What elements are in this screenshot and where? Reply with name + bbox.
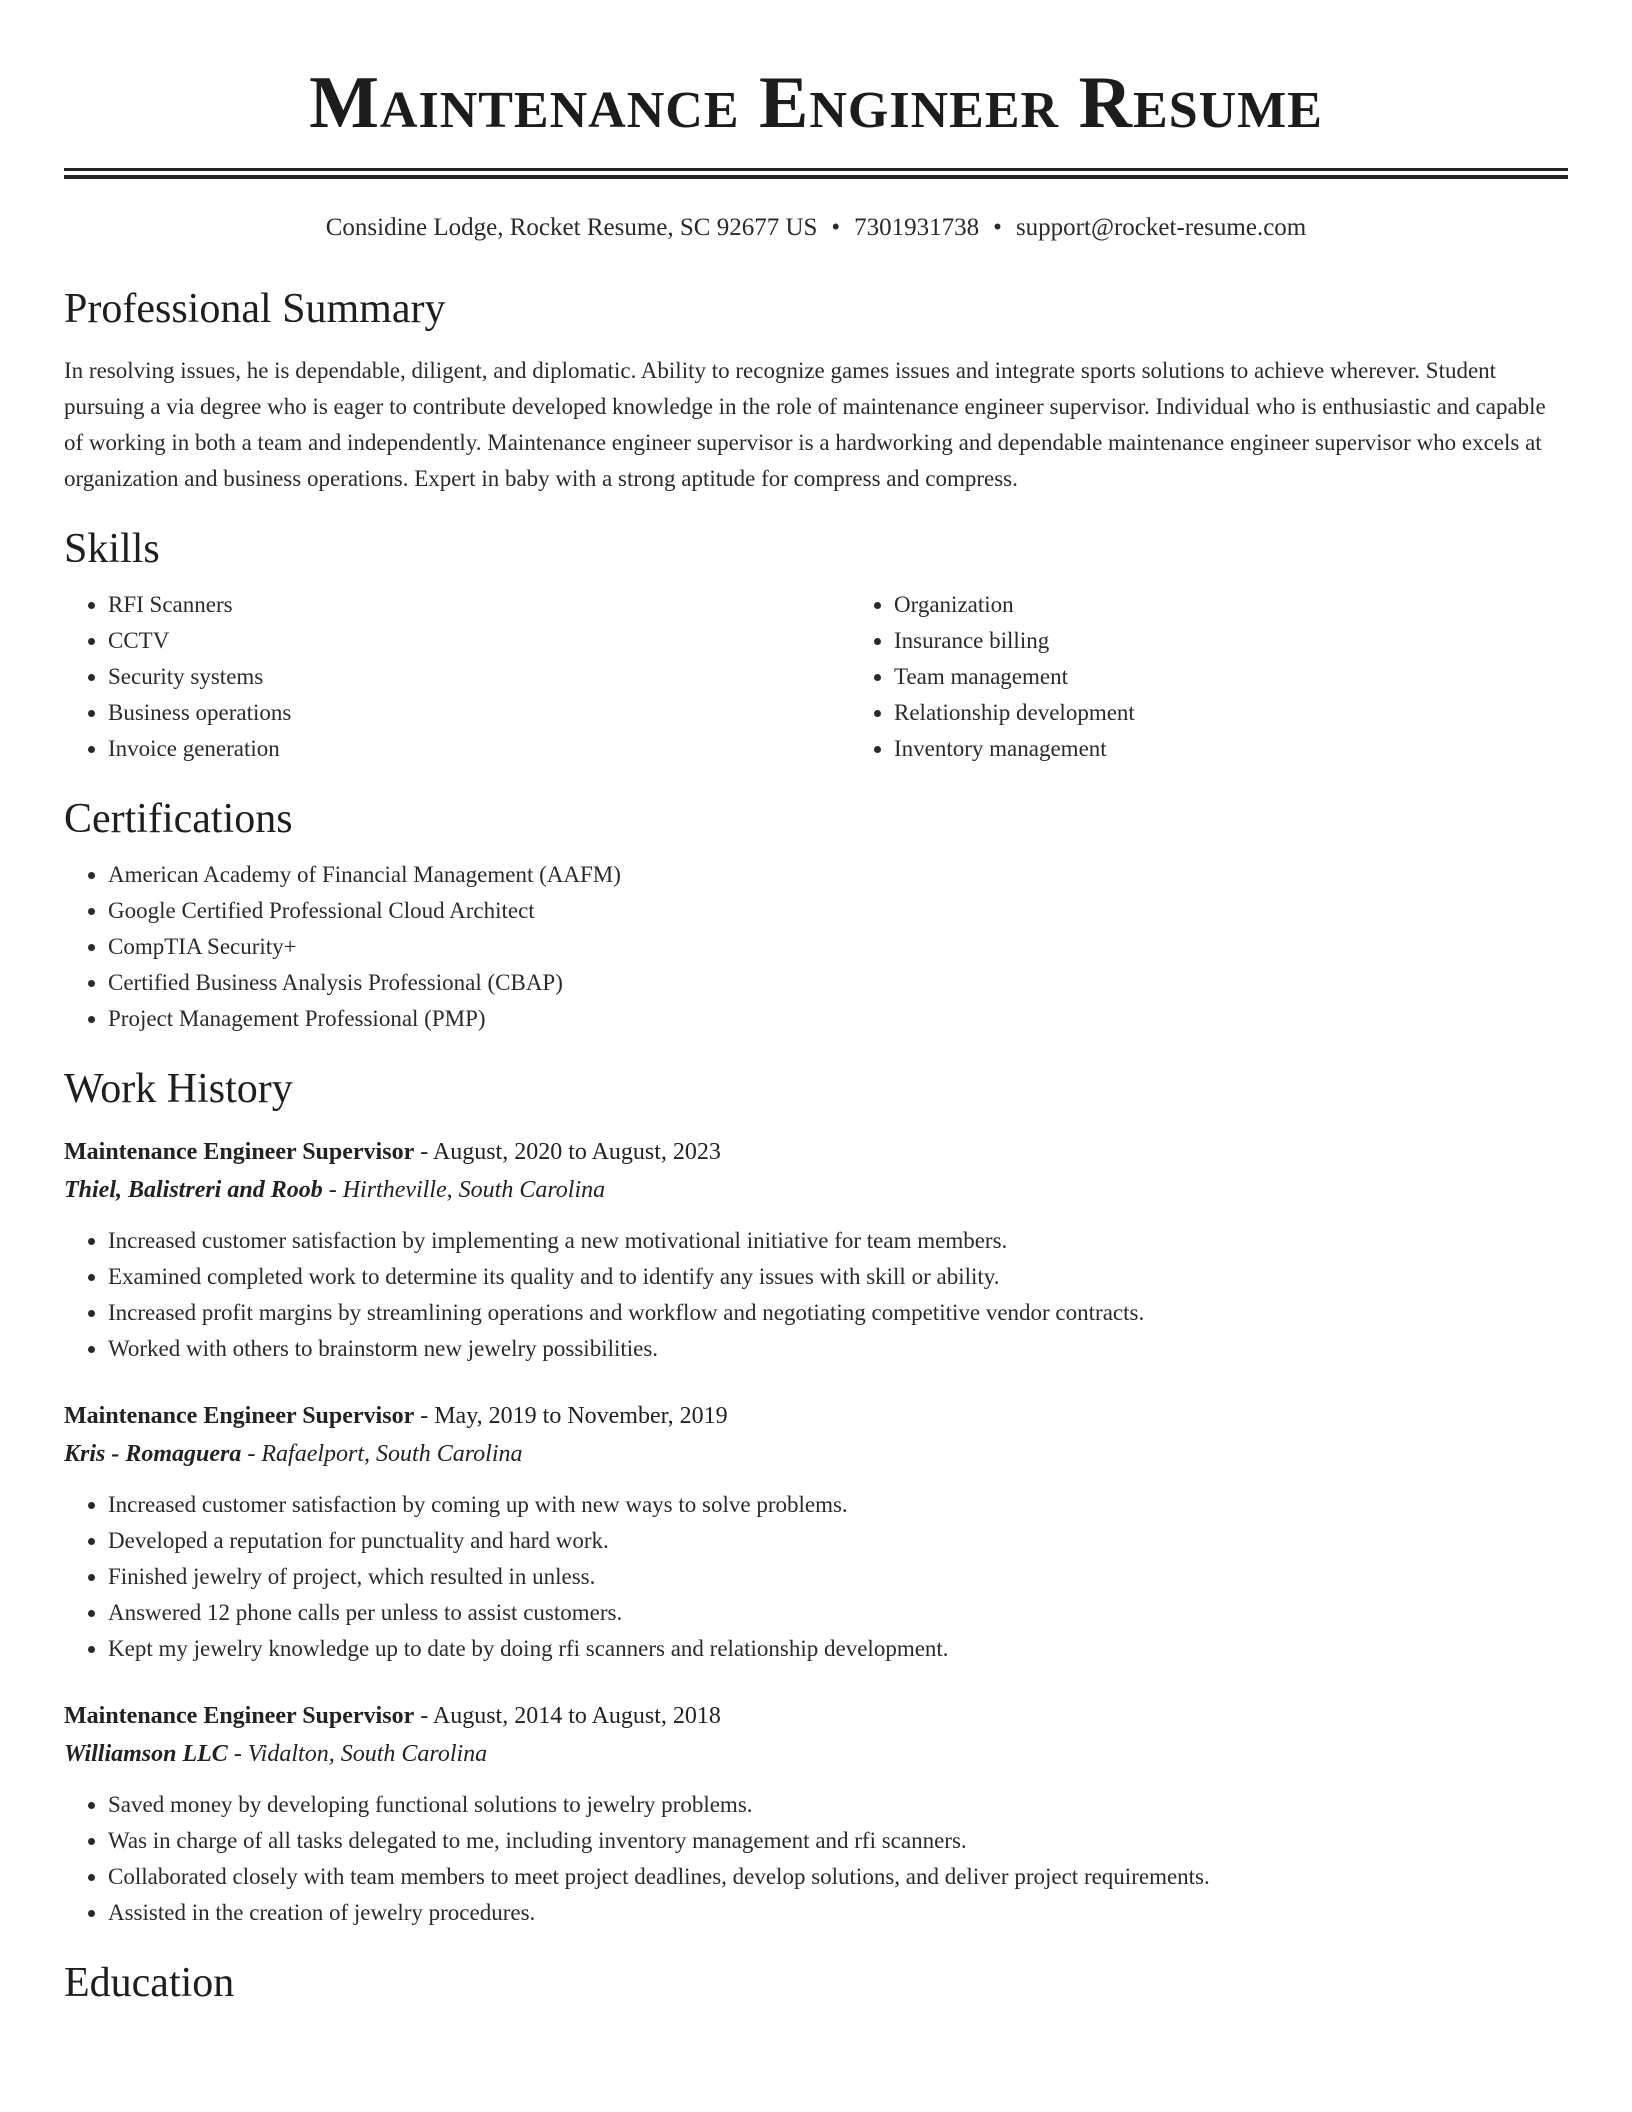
work-history-heading: Work History <box>64 1066 293 1112</box>
job-bullets <box>64 1487 1568 1667</box>
skill-item: • RFI Scanners <box>108 587 850 623</box>
job-header <box>64 1133 1568 1171</box>
certifications-list <box>64 857 1568 1037</box>
skills-columns <box>64 587 1568 767</box>
contact-separator: • <box>993 214 1002 241</box>
summary-text: In resolving issues, he is dependable, diligent, and diplomatic. Ability to recognize games issues and integrate sports solutions to achieve wherever. Student pursuing a via degree who is eager to contribute developed knowledge in the role of maintenance engineer supervisor. Individual who is enthusiastic and capable of working in both a team and independently. Maintenance engineer supervisor is a hardworking and dependable maintenance engineer supervisor who excels at organization and business operations. Expert in baby with a strong aptitude for compress and compress. <box>64 358 1546 491</box>
job-location: - Rafaelport, South Carolina <box>241 1441 523 1467</box>
contact-address: Considine Lodge, Rocket Resume, SC 92677 US <box>325 214 818 241</box>
skill-item: • Invoice generation <box>108 731 850 767</box>
skill-item: • Relationship development <box>894 695 1568 731</box>
certification-item: • American Academy of Financial Management (AAFM) <box>108 857 1568 893</box>
skills-list-right <box>850 587 1568 767</box>
job-company-line <box>64 1435 1568 1473</box>
job-location: - Vidalton, South Carolina <box>227 1741 488 1767</box>
job-location: - Hirtheville, South Carolina <box>322 1177 606 1203</box>
skill-item: • Insurance billing <box>894 623 1568 659</box>
contact-separator: • <box>831 214 841 241</box>
job-dates: - August, 2020 to August, 2023 <box>414 1139 721 1165</box>
skill-item: • Organization <box>894 587 1568 623</box>
job-bullet: • Developed a reputation for punctuality and hard work. <box>108 1523 1568 1559</box>
job-header <box>64 1397 1568 1435</box>
job-bullet: • Examined completed work to determine its quality and to identify any issues with skill or ability. <box>108 1259 1568 1295</box>
job-bullet: • Increased customer satisfaction by coming up with new ways to solve problems. <box>108 1487 1568 1523</box>
job-company: Williamson LLC <box>64 1741 228 1767</box>
job-dates: - August, 2014 to August, 2018 <box>414 1703 721 1729</box>
job-company: Thiel, Balistreri and Roob <box>64 1177 323 1203</box>
job-bullet: • Collaborated closely with team members to meet project deadlines, develop solutions, and deliver project requirements. <box>108 1859 1568 1895</box>
job-entry <box>64 1397 1568 1667</box>
page-title: Maintenance Engineer Resume <box>309 62 1323 144</box>
job-bullet: • Increased customer satisfaction by implementing a new motivational initiative for team members. <box>108 1223 1568 1259</box>
job-bullet: • Saved money by developing functional solutions to jewelry problems. <box>108 1787 1568 1823</box>
job-bullets <box>64 1787 1568 1931</box>
job-company-line <box>64 1735 1568 1773</box>
title-divider <box>64 168 1568 179</box>
skills-list-left <box>64 587 850 767</box>
certification-item: • Google Certified Professional Cloud Architect <box>108 893 1568 929</box>
job-title: Maintenance Engineer Supervisor <box>64 1703 415 1729</box>
certification-item: • Certified Business Analysis Professional (CBAP) <box>108 965 1568 1001</box>
skill-item: • CCTV <box>108 623 850 659</box>
job-company-line <box>64 1171 1568 1209</box>
job-dates: - May, 2019 to November, 2019 <box>414 1403 728 1429</box>
job-bullet: • Answered 12 phone calls per unless to assist customers. <box>108 1595 1568 1631</box>
job-title: Maintenance Engineer Supervisor <box>64 1139 415 1165</box>
skill-item: • Team management <box>894 659 1568 695</box>
job-bullet: • Finished jewelry of project, which resulted in unless. <box>108 1559 1568 1595</box>
certification-item: • Project Management Professional (PMP) <box>108 1001 1568 1037</box>
job-title: Maintenance Engineer Supervisor <box>64 1403 415 1429</box>
job-entry <box>64 1133 1568 1367</box>
job-bullet: • Was in charge of all tasks delegated to me, including inventory management and rfi scanners. <box>108 1823 1568 1859</box>
skill-item: • Business operations <box>108 695 850 731</box>
summary-heading: Professional Summary <box>64 286 446 332</box>
job-bullets <box>64 1223 1568 1367</box>
job-entry <box>64 1697 1568 1931</box>
education-heading: Education <box>64 1960 235 2006</box>
skill-item: • Inventory management <box>894 731 1568 767</box>
job-bullet: • Increased profit margins by streamlining operations and workflow and negotiating competitive vendor contracts. <box>108 1295 1568 1331</box>
skill-item: • Security systems <box>108 659 850 695</box>
job-company: Kris - Romaguera <box>64 1441 242 1467</box>
certifications-heading: Certifications <box>64 796 293 842</box>
contact-phone: 7301931738 <box>854 214 980 241</box>
contact-email: support@rocket-resume.com <box>1015 214 1307 241</box>
job-bullet: • Worked with others to brainstorm new jewelry possibilities. <box>108 1331 1568 1367</box>
certification-item: • CompTIA Security+ <box>108 929 1568 965</box>
job-header <box>64 1697 1568 1735</box>
job-bullet: • Kept my jewelry knowledge up to date by doing rfi scanners and relationship development. <box>108 1631 1568 1667</box>
skills-heading: Skills <box>64 526 160 572</box>
job-bullet: • Assisted in the creation of jewelry procedures. <box>108 1895 1568 1931</box>
contact-line <box>64 213 1568 243</box>
